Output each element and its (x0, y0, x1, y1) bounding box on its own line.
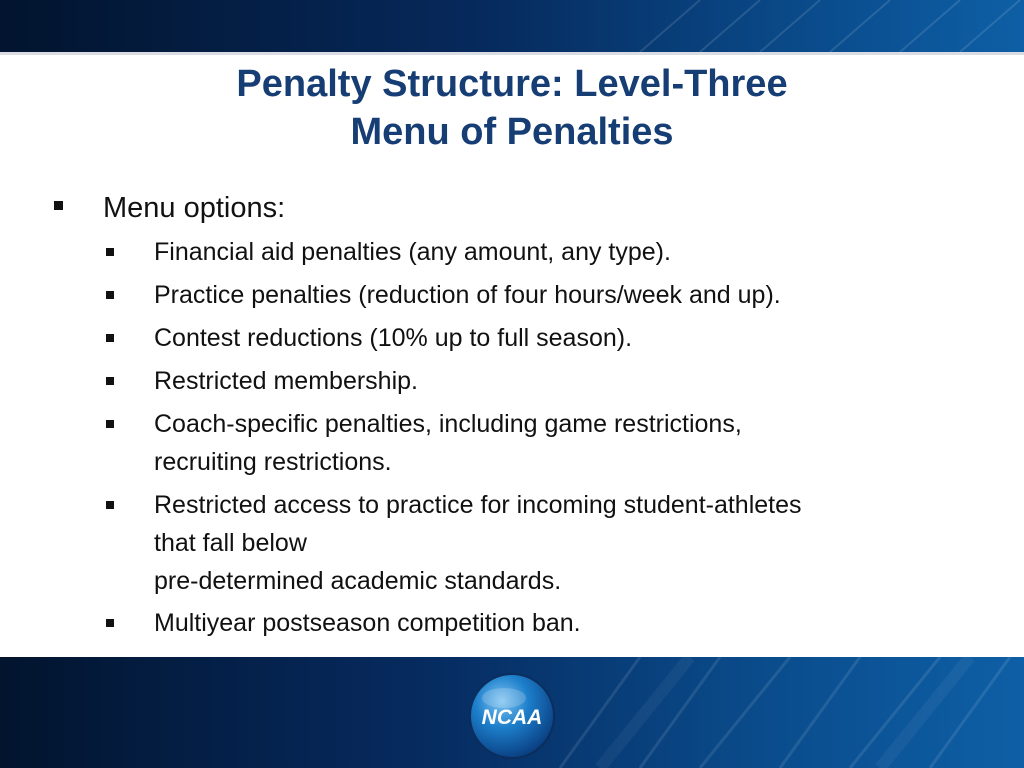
list-item-text: Practice penalties (reduction of four hours/week and up). (154, 281, 781, 309)
bullet-square-icon (106, 420, 114, 428)
bullet-square-icon (54, 201, 63, 210)
list-item-text: recruiting restrictions. (154, 448, 392, 476)
list-item (154, 233, 984, 271)
list-item (154, 405, 984, 481)
list-item-text: that fall below (154, 529, 307, 557)
list-item (154, 319, 984, 357)
top-bullet-text: Menu options: (103, 192, 286, 224)
bullet-square-icon (106, 377, 114, 385)
svg-text:NCAA: NCAA (481, 706, 543, 729)
list-item-text: Restricted access to practice for incoming student-athletes (154, 491, 802, 519)
title-line-2: Menu of Penalties (350, 111, 674, 153)
bullet-square-icon (106, 501, 114, 509)
list-item (154, 276, 984, 314)
bullet-square-icon (106, 291, 114, 299)
list-item-text: Contest reductions (10% up to full season). (154, 324, 633, 352)
bullet-square-icon (106, 334, 114, 342)
list-item-text: Coach-specific penalties, including game restrictions, (154, 410, 742, 438)
list-item-text: pre-determined academic standards. (154, 567, 562, 595)
ncaa-logo (468, 672, 556, 760)
list-item (154, 486, 984, 600)
list-item-text: Multiyear postseason competition ban. (154, 609, 581, 637)
title-line-1: Penalty Structure: Level-Three (236, 63, 788, 105)
list-item (154, 604, 984, 642)
list-item-text: Restricted membership. (154, 367, 418, 395)
list-item (154, 362, 984, 400)
bullet-square-icon (106, 248, 114, 256)
list-item-text: Financial aid penalties (any amount, any type). (154, 238, 671, 266)
bullet-square-icon (106, 619, 114, 627)
